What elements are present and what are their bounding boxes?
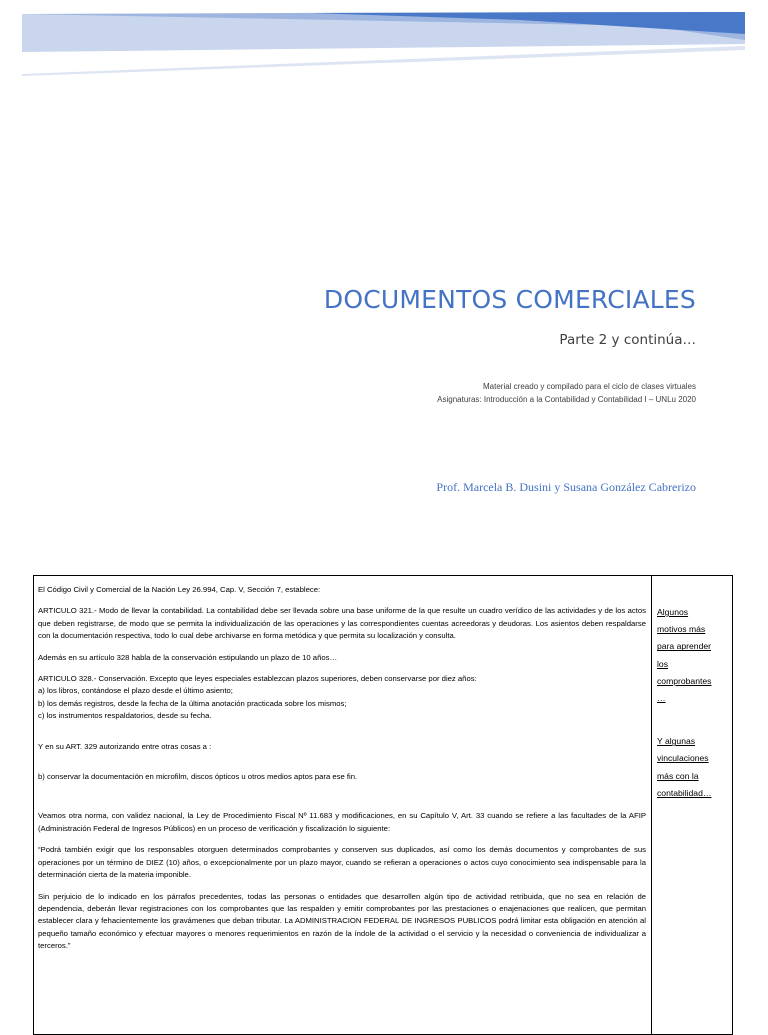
side-link-vinculaciones-2[interactable]: vinculaciones — [657, 753, 709, 764]
credits-line-2: Asignaturas: Introducción a la Contabilidad y Contabilidad I – UNLu 2020 — [437, 395, 696, 404]
art329-b-paragraph: b) conservar la documentación en microfilm, discos ópticos u otros medios aptos para ese fin. — [38, 772, 358, 782]
page-subtitle: Parte 2 y continúa… — [559, 332, 696, 348]
art328-intro-paragraph: Además en su artículo 328 habla de la conservación estipulando un plazo de 10 años… — [38, 652, 338, 662]
quote-paragraph-2: Sin perjuicio de lo indicado en los párrafos precedentes, todas las personas o entidades que desarrollen algún tipo de actividad retribuida, que no sea en relación de dependencia, deberán llevar registraciones con los comprobantes que las respalden y emitir comprobantes por las prestaciones o enajenaciones que realicen, que permitan establecer clara y fehacientemente los gravámenes que deban tributar. La ADMINISTRACION FEDERAL DE INGRESOS PUBLICOS podrá limitar esta obligación en atención al pequeño tamaño económico y efectuar mayores o menores requerimientos en razón de la índole de la actividad o el servicio y la necesidad o conveniencia de individualizar a terceros.” — [38, 891, 646, 951]
side-link-motivos-2[interactable]: motivos más — [657, 624, 706, 635]
side-link-motivos-6[interactable]: … — [657, 693, 666, 704]
side-link-motivos-4[interactable]: los — [657, 658, 668, 669]
art329-intro-paragraph: Y en su ART. 329 autorizando entre otras cosas a : — [38, 741, 212, 751]
authors: Prof. Marcela B. Dusini y Susana González Cabrerizo — [436, 480, 696, 494]
list-item-a: a) los libros, contándose el plazo desde el último asiento; — [38, 686, 233, 696]
header-banner — [0, 0, 768, 80]
art321-paragraph: ARTICULO 321.- Modo de llevar la contabilidad. La contabilidad debe ser llevada sobre una base uniforme de la que resulte un cuadro verídico de las actividades y de los actos que deben registrarse, de modo que se permita la individualización de las operaciones y las correspondientes cuentas acreedoras y deudoras. Los asientos deben respaldarse con la documentación respectiva, todo lo cual debe archivarse en forma metódica y que permita su localización y consulta. — [38, 606, 646, 641]
art328-paragraph: ARTICULO 328.- Conservación. Excepto que leyes especiales establezcan plazos superiores, deben conservarse por diez años: — [38, 674, 477, 684]
intro-paragraph: El Código Civil y Comercial de la Nación Ley 26.994, Cap. V, Sección 7, establece: — [38, 585, 321, 594]
credits — [437, 380, 696, 406]
list-item-c: c) los instrumentos respaldatorios, desde su fecha. — [38, 711, 212, 721]
column-divider — [651, 576, 652, 1034]
page-title: DOCUMENTOS COMERCIALES — [323, 285, 696, 314]
document-body — [38, 584, 646, 962]
ley11683-paragraph: Veamos otra norma, con validez nacional, la Ley de Procedimiento Fiscal Nº 11.683 y modificaciones, en su Capítulo V, Art. 33 cuando se refiere a las facultades de la AFIP (Administración Federal de Ingresos Públicos) en un proceso de verificación y fiscalización lo siguiente: — [38, 811, 646, 833]
side-link-vinculaciones-3[interactable]: más con la — [657, 770, 699, 781]
side-link-motivos-5[interactable]: comprobantes — [657, 675, 712, 686]
document-table — [33, 575, 733, 1035]
side-link-motivos-3[interactable]: para aprender — [657, 641, 711, 652]
side-link-vinculaciones-4[interactable]: contabilidad… — [657, 787, 712, 798]
side-link-vinculaciones-1[interactable]: Y algunas — [657, 736, 696, 747]
list-item-b: b) los demás registros, desde la fecha de la última anotación practicada sobre los mismos; — [38, 698, 347, 708]
credits-line-1: Material creado y compilado para el ciclo de clases virtuales — [483, 382, 696, 391]
side-link-motivos-1[interactable]: Algunos — [657, 607, 689, 617]
sidebar-notes — [657, 604, 729, 802]
quote-paragraph-1: “Podrá también exigir que los responsables otorguen determinados comprobantes y conserven sus duplicados, así como los demás documentos y comprobantes de sus operaciones por un término de DIEZ (10) años, o excepcionalmente por un plazo mayor, cuando se refieran a operaciones o actos cuyo conocimiento sea indispensable para la determinación cierta de la materia imponible. — [38, 845, 646, 880]
